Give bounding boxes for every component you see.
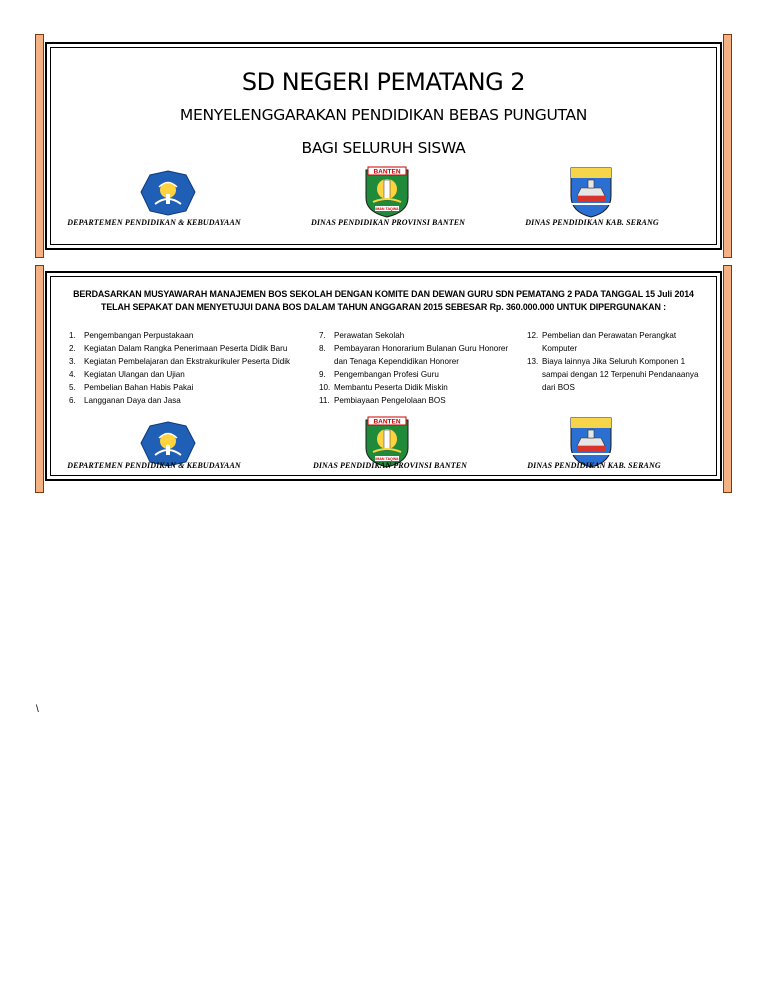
list-item-number: 8.	[319, 344, 326, 353]
list-item-number: 6.	[69, 396, 76, 405]
list-item-text: Pengembangan Perpustakaan	[84, 331, 194, 340]
list-item-text: Langganan Daya dan Jasa	[84, 396, 181, 405]
list-item	[69, 381, 290, 394]
list-item-text: Pembelian Bahan Habis Pakai	[84, 383, 194, 392]
kemdikbud-logo-icon	[139, 170, 197, 216]
allocation-list-column-3	[527, 329, 698, 394]
list-item-text: Kegiatan Dalam Rangka Penerimaan Peserta Didik Baru	[84, 344, 288, 353]
list-item	[319, 342, 508, 355]
banner-pole-left	[35, 34, 44, 258]
list-item-number: 2.	[69, 344, 76, 353]
list-item-text: Komputer	[542, 344, 578, 353]
svg-text:IMAN TAQWA: IMAN TAQWA	[375, 457, 399, 462]
list-item-text: Biaya lainnya Jika Seluruh Komponen 1	[542, 357, 686, 366]
list-item	[69, 342, 290, 355]
list-item	[319, 368, 508, 381]
list-item	[69, 368, 290, 381]
school-title: SD NEGERI PEMATANG 2	[241, 68, 526, 96]
list-item-number: 1.	[69, 331, 76, 340]
banner-frame	[45, 271, 722, 481]
svg-text:BANTEN: BANTEN	[373, 418, 401, 426]
list-item-text: Membantu Peserta Didik Miskin	[334, 383, 448, 392]
list-item-number: 3.	[69, 357, 76, 366]
statement-line-1: BERDASARKAN MUSYAWARAH MANAJEMEN BOS SEKOLAH DENGAN KOMITE DAN DEWAN GURU SDN PEMATANG 2 PADA TANGGAL 15 Juli 2014	[73, 289, 694, 299]
list-item-text: Kegiatan Ulangan dan Ujian	[84, 370, 185, 379]
agency-label-banten: DINAS PENDIDIKAN PROVINSI BANTEN	[310, 218, 466, 227]
banner-pole-left	[35, 265, 44, 493]
serang-logo-icon	[567, 166, 615, 218]
banner-pole-right	[723, 34, 732, 258]
allocation-list-column-1	[69, 329, 290, 407]
stray-backslash: \	[36, 704, 39, 715]
list-item	[69, 355, 290, 368]
list-item-number: 4.	[69, 370, 76, 379]
list-item	[527, 381, 698, 394]
agency-label-serang: DINAS PENDIDIKAN KAB. SERANG	[525, 218, 659, 227]
list-item-number: 5.	[69, 383, 76, 392]
svg-text:IMAN TAQWA: IMAN TAQWA	[375, 207, 399, 212]
list-item-number: 13.	[527, 357, 539, 366]
list-item	[69, 394, 290, 407]
list-item-text: Perawatan Sekolah	[334, 331, 405, 340]
banner-subtitle: MENYELENGGARAKAN PENDIDIKAN BEBAS PUNGUTAN	[179, 106, 588, 124]
list-item	[527, 342, 698, 355]
banner-pole-right	[723, 265, 732, 493]
list-item-text: Pembayaran Honorarium Bulanan Guru Honorer	[334, 344, 509, 353]
agency-label-banten: DINAS PENDIDIKAN PROVINSI BANTEN	[312, 461, 468, 470]
list-item	[527, 329, 698, 342]
list-item	[69, 329, 290, 342]
banner-subtitle-2: BAGI SELURUH SISWA	[301, 139, 466, 157]
list-item	[527, 355, 698, 368]
list-item-text: Kegiatan Pembelajaran dan Ekstrakurikuler Peserta Didik	[84, 357, 291, 366]
agency-label-kemdikbud: DEPARTEMEN PENDIDIKAN & KEBUDAYAAN	[67, 218, 241, 227]
agency-label-serang: DINAS PENDIDIKAN KAB. SERANG	[527, 461, 661, 470]
list-item-number: 7.	[319, 331, 326, 340]
list-item	[527, 368, 698, 381]
svg-text:BANTEN: BANTEN	[373, 168, 401, 176]
banner-frame	[45, 42, 722, 250]
banten-logo-icon	[363, 166, 411, 218]
agency-label-kemdikbud: DEPARTEMEN PENDIDIKAN & KEBUDAYAAN	[67, 461, 241, 470]
list-item-text: Pembelian dan Perawatan Perangkat	[542, 331, 677, 340]
list-item-text: sampai dengan 12 Terpenuhi Pendanaanya	[542, 370, 699, 379]
list-item-number: 9.	[319, 370, 326, 379]
list-item-text: dari BOS	[542, 383, 575, 392]
list-item	[319, 355, 508, 368]
statement-line-2: TELAH SEPAKAT DAN MENYETUJUI DANA BOS DALAM TAHUN ANGGARAN 2015 SEBESAR Rp. 360.000.000 UNTUK DIPERGUNAKAN :	[101, 302, 666, 312]
list-item-text: Pengembangan Profesi Guru	[334, 370, 439, 379]
list-item-text: dan Tenaga Kependidikan Honorer	[334, 357, 459, 366]
list-item	[319, 381, 508, 394]
allocation-list-column-2	[319, 329, 508, 407]
top-banner	[35, 34, 732, 256]
list-item	[319, 394, 508, 407]
list-item-number: 10.	[319, 383, 331, 392]
list-item-number: 11.	[319, 396, 330, 405]
bottom-banner	[35, 265, 732, 491]
list-item-number: 12.	[527, 331, 539, 340]
list-item-text: Pembiayaan Pengelolaan BOS	[334, 396, 446, 405]
list-item	[319, 329, 508, 342]
